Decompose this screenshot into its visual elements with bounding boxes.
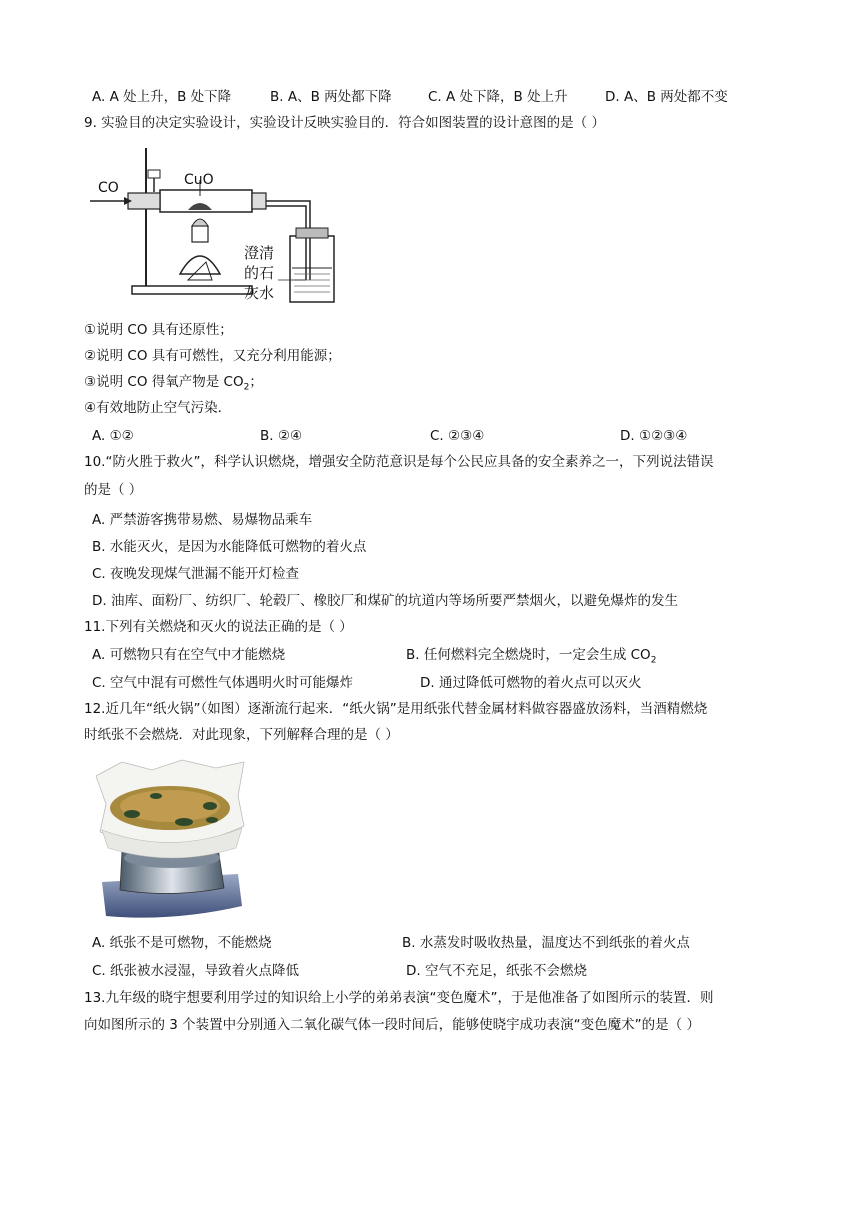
q12-option-d: D. 空气不充足，纸张不会燃烧 bbox=[406, 963, 587, 979]
q8-option-b: B. A、B 两处都下降 bbox=[270, 89, 392, 105]
q8-option-d: D. A、B 两处都不变 bbox=[605, 89, 728, 105]
limewater-label-3: 灰水 bbox=[244, 284, 275, 302]
q10-option-b: B. 水能灭火，是因为水能降低可燃物的着火点 bbox=[92, 539, 367, 555]
q10-option-d: D. 油库、面粉厂、纺织厂、轮毂厂、橡胶厂和煤矿的坑道内等场所要严禁烟火，以避免爆炸的发生 bbox=[92, 593, 678, 609]
q8-option-c: C. A 处下降，B 处上升 bbox=[428, 89, 568, 105]
q12-option-c: C. 纸张被水浸湿，导致着火点降低 bbox=[92, 963, 300, 979]
q11-option-a: A. 可燃物只有在空气中才能燃烧 bbox=[92, 647, 286, 663]
q12-stem-line1: 12.近几年“纸火锅”（如图）逐渐流行起来．“纸火锅”是用纸张代替金属材料做容器盛放汤料，当酒精燃烧 bbox=[84, 701, 708, 717]
q9-option-b: B. ②④ bbox=[260, 428, 303, 444]
q11-option-b: B. 任何燃料完全燃烧时，一定会生成 $CO_2$ bbox=[406, 647, 657, 666]
limewater-label-2: 的石 bbox=[244, 264, 275, 282]
q9-statement-3: ③说明 CO 得氧产物是 $CO_2$； bbox=[84, 374, 263, 393]
co-reduction-apparatus-figure bbox=[88, 140, 348, 310]
q12-stem-line2: 时纸张不会燃烧．对此现象，下列解释合理的是（ ） bbox=[84, 727, 399, 743]
q10-option-c: C. 夜晚发现煤气泄漏不能开灯检查 bbox=[92, 566, 300, 582]
q9-option-a: A. ①② bbox=[92, 428, 134, 444]
paper-hotpot-photo bbox=[92, 756, 248, 920]
q9-stem: 9. 实验目的决定实验设计，实验设计反映实验目的．符合如图装置的设计意图的是（ ） bbox=[84, 115, 605, 131]
cuo-label: CuO bbox=[184, 172, 214, 188]
co-label: CO bbox=[98, 180, 119, 196]
q13-stem-line1: 13.九年级的晓宇想要利用学过的知识给上小学的弟弟表演“变色魔术”，于是他准备了如图所示的装置．则 bbox=[84, 990, 714, 1006]
q10-stem-line1: 10.“防火胜于救火”，科学认识燃烧，增强安全防范意识是每个公民应具备的安全素养之一，下列说法错误 bbox=[84, 454, 714, 470]
q8-option-a: A. A 处上升，B 处下降 bbox=[92, 89, 232, 105]
q10-option-a: A. 严禁游客携带易燃、易爆物品乘车 bbox=[92, 512, 313, 528]
q12-option-b: B. 水蒸发时吸收热量，温度达不到纸张的着火点 bbox=[402, 935, 690, 951]
q9-option-c: C. ②③④ bbox=[430, 428, 485, 444]
q10-stem-line2: 的是（ ） bbox=[84, 482, 143, 498]
limewater-label-1: 澄清 bbox=[244, 244, 275, 262]
q11-option-c: C. 空气中混有可燃性气体遇明火时可能爆炸 bbox=[92, 675, 354, 691]
q9-statement-4: ④有效地防止空气污染． bbox=[84, 400, 232, 416]
q12-option-a: A. 纸张不是可燃物，不能燃烧 bbox=[92, 935, 272, 951]
q11-stem: 11.下列有关燃烧和灭火的说法正确的是（ ） bbox=[84, 619, 353, 635]
q9-statement-1: ①说明 CO 具有还原性； bbox=[84, 322, 233, 338]
q9-statement-2: ②说明 CO 具有可燃性，又充分利用能源； bbox=[84, 348, 341, 364]
q9-option-d: D. ①②③④ bbox=[620, 428, 688, 444]
q13-stem-line2: 向如图所示的 3 个装置中分别通入二氧化碳气体一段时间后，能够使晓宇成功表演“变色魔术”的是（ ） bbox=[84, 1017, 700, 1033]
q11-option-d: D. 通过降低可燃物的着火点可以灭火 bbox=[420, 675, 642, 691]
